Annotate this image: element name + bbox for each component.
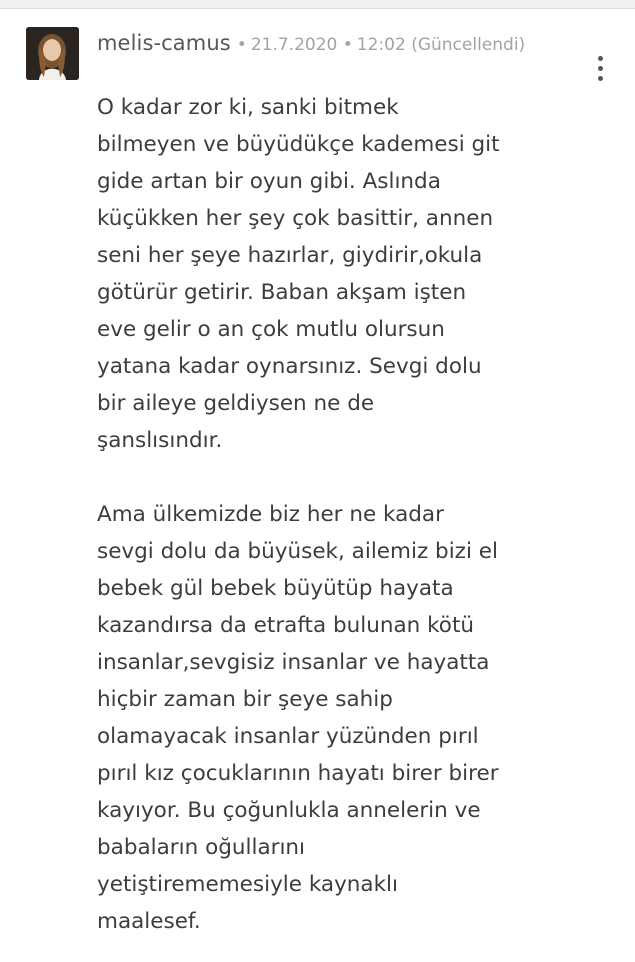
- comment-line: götürür getirir. Baban akşam işten: [97, 280, 467, 305]
- user-avatar[interactable]: [26, 27, 79, 80]
- meta-separator: •: [342, 35, 353, 55]
- comment-body: [97, 89, 567, 940]
- more-vertical-icon: [598, 66, 603, 71]
- comment-line: bilmeyen ve büyüdükçe kademesi git: [97, 132, 500, 157]
- comment-meta: [237, 35, 525, 55]
- comment-line: sevgi dolu da büyüsek, ailemiz bizi el: [97, 539, 498, 564]
- comment-header: [97, 31, 587, 65]
- comment-time: 12:02: [356, 35, 406, 55]
- comment-line: Ama ülkemizde biz her ne kadar: [97, 502, 444, 527]
- comment-line: eve gelir o an çok mutlu olursun: [97, 317, 445, 342]
- comment-line: şanslısındır.: [97, 428, 223, 453]
- comment-line: maalesef.: [97, 909, 201, 934]
- edited-label: (Güncellendi): [411, 35, 526, 55]
- more-vertical-icon: [598, 56, 603, 61]
- comment-line: kazandırsa da etrafta bulunan kötü: [97, 613, 474, 638]
- more-vertical-icon: [598, 76, 603, 81]
- comment-line: pırıl kız çocuklarının hayatı birer birer: [97, 761, 499, 786]
- more-options-button[interactable]: [588, 51, 612, 85]
- comment-line: kayıyor. Bu çoğunlukla annelerin ve: [97, 798, 481, 823]
- comment-line: babaların oğullarını: [97, 835, 306, 860]
- comment-line: insanlar,sevgisiz insanlar ve hayatta: [97, 650, 490, 675]
- comment-card: [0, 9, 635, 962]
- comment-line: O kadar zor ki, sanki bitmek: [97, 95, 399, 120]
- comment-line: küçükken her şey çok basittir, annen: [97, 206, 494, 231]
- comment-line: yetiştirememesiyle kaynaklı: [97, 872, 398, 897]
- comment-line: bir aileye geldiysen ne de: [97, 391, 375, 416]
- comment-date: 21.7.2020: [250, 35, 338, 55]
- comment-paragraph: [97, 89, 567, 459]
- top-divider: [0, 0, 635, 9]
- comment-line: olamayacak insanlar yüzünden pırıl: [97, 724, 479, 749]
- comment-line: gide artan bir oyun gibi. Aslında: [97, 169, 441, 194]
- username-link[interactable]: melis-camus: [97, 31, 231, 55]
- comment-line: bebek gül bebek büyütüp hayata: [97, 576, 454, 601]
- comment-line: seni her şeye hazırlar, giydirir,okula: [97, 243, 483, 268]
- comment-line: hiçbir zaman bir şeye sahip: [97, 687, 393, 712]
- avatar-photo-icon: [26, 27, 79, 80]
- comment-line: yatana kadar oynarsınız. Sevgi dolu: [97, 354, 482, 379]
- comment-paragraph: [97, 496, 567, 940]
- meta-separator: •: [236, 35, 247, 55]
